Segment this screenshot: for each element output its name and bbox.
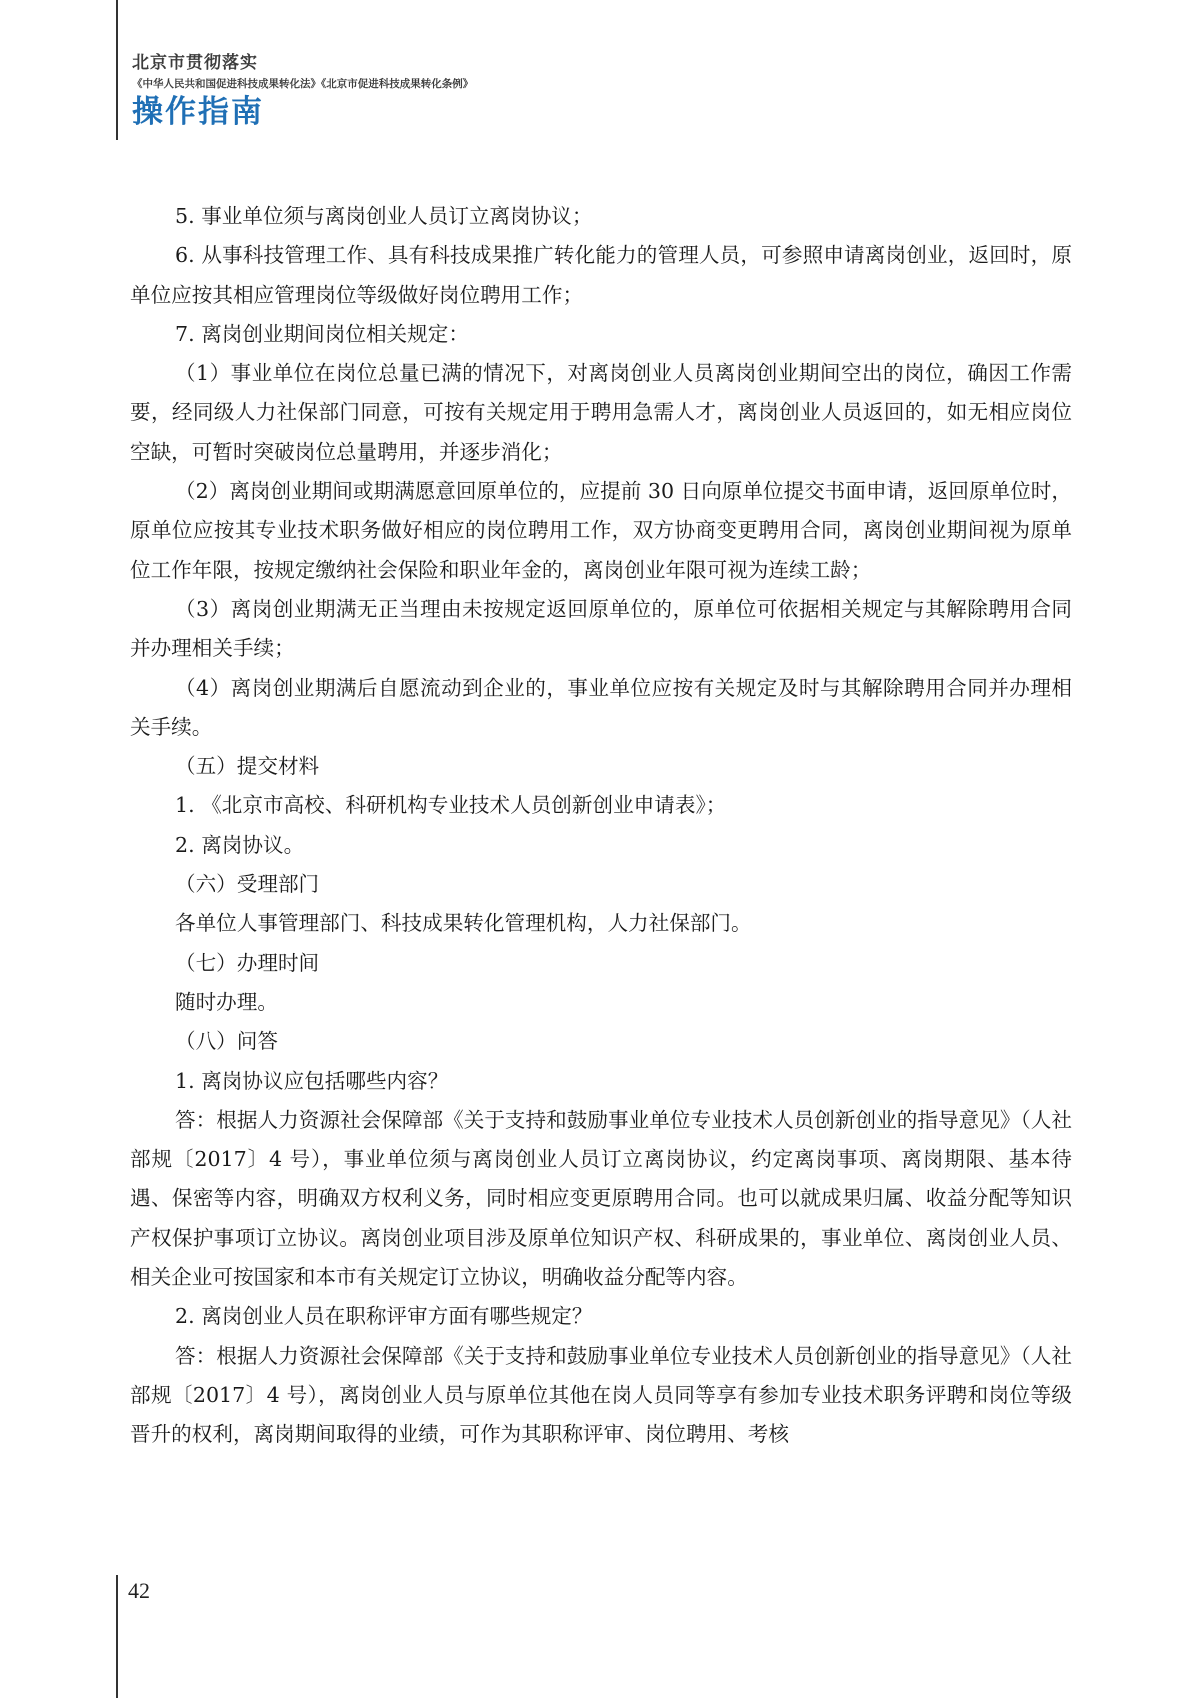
header-guide-title: 操作指南 <box>132 94 264 130</box>
paragraph: 6. 从事科技管理工作、具有科技成果推广转化能力的管理人员，可参照申请离岗创业，返回时，原单位应按其相应管理岗位等级做好岗位聘用工作； <box>130 243 1072 307</box>
paragraph: （4）离岗创业期满后自愿流动到企业的，事业单位应按有关规定及时与其解除聘用合同并办理相关手续。 <box>130 675 1072 739</box>
answer: 答：根据人力资源社会保障部《关于支持和鼓励事业单位专业技术人员创新创业的指导意见》（人社部规〔2017〕4 号），离岗创业人员与原单位其他在岗人员同等享有参加专业技术职务评聘和岗位等级晋升的权利，离岗期间取得的业绩，可作为其职称评审、岗位聘用、考核 <box>130 1343 1072 1447</box>
running-header <box>132 52 473 132</box>
paragraph: （2）离岗创业期间或期满愿意回原单位的，应提前 30 日向原单位提交书面申请，返回原单位时，原单位应按其专业技术职务做好相应的岗位聘用工作，双方协商变更聘用合同，离岗创业期间视为原单位工作年限，按规定缴纳社会保险和职业年金的，离岗创业年限可视为连续工龄； <box>130 479 1072 582</box>
paragraph: （1）事业单位在岗位总量已满的情况下，对离岗创业人员离岗创业期间空出的岗位，确因工作需要，经同级人力社保部门同意，可按有关规定用于聘用急需人才，离岗创业人员返回的，如无相应岗位空缺，可暂时突破岗位总量聘用，并逐步消化； <box>130 361 1072 464</box>
paragraph: 7. 离岗创业期间岗位相关规定： <box>175 321 469 346</box>
paragraph: （3）离岗创业期满无正当理由未按规定返回原单位的，原单位可依据相关规定与其解除聘用合同并办理相关手续； <box>130 596 1072 661</box>
question: 2. 离岗创业人员在职称评审方面有哪些规定？ <box>175 1304 593 1329</box>
header-title: 北京市贯彻落实 <box>132 53 258 73</box>
section-heading: （六）受理部门 <box>175 872 320 897</box>
body-text <box>130 197 1072 1455</box>
section-heading: （五）提交材料 <box>175 754 320 779</box>
paragraph: 2. 离岗协议。 <box>175 832 305 857</box>
paragraph: 5. 事业单位须与离岗创业人员订立离岗协议； <box>175 204 593 228</box>
header-subtitle: 《中华人民共和国促进科技成果转化法》《北京市促进科技成果转化条例》 <box>132 78 474 90</box>
answer: 答：根据人力资源社会保障部《关于支持和鼓励事业单位专业技术人员创新创业的指导意见》（人社部规〔2017〕4 号），事业单位须与离岗创业人员订立离岗协议，约定离岗事项、离岗期限、基本待遇、保密等内容，明确双方权利义务，同时相应变更原聘用合同。也可以就成果归属、收益分配等知识产权保护事项订立协议。离岗创业项目涉及原单位知识产权、科研成果的，事业单位、离岗创业人员、相关企业可按国家和本市有关规定订立协议，明确收益分配等内容。 <box>130 1107 1072 1290</box>
header-vertical-rule <box>116 0 118 140</box>
paragraph: 1. 《北京市高校、科研机构专业技术人员创新创业申请表》； <box>175 793 727 818</box>
paragraph: 随时办理。 <box>175 989 278 1014</box>
page-number: 42 <box>128 1578 150 1603</box>
section-heading: （八）问答 <box>175 1029 278 1054</box>
section-heading: （七）办理时间 <box>175 950 320 975</box>
question: 1. 离岗协议应包括哪些内容？ <box>175 1068 449 1093</box>
footer-vertical-rule <box>116 1575 118 1698</box>
paragraph: 各单位人事管理部门、科技成果转化管理机构，人力社保部门。 <box>175 911 752 936</box>
